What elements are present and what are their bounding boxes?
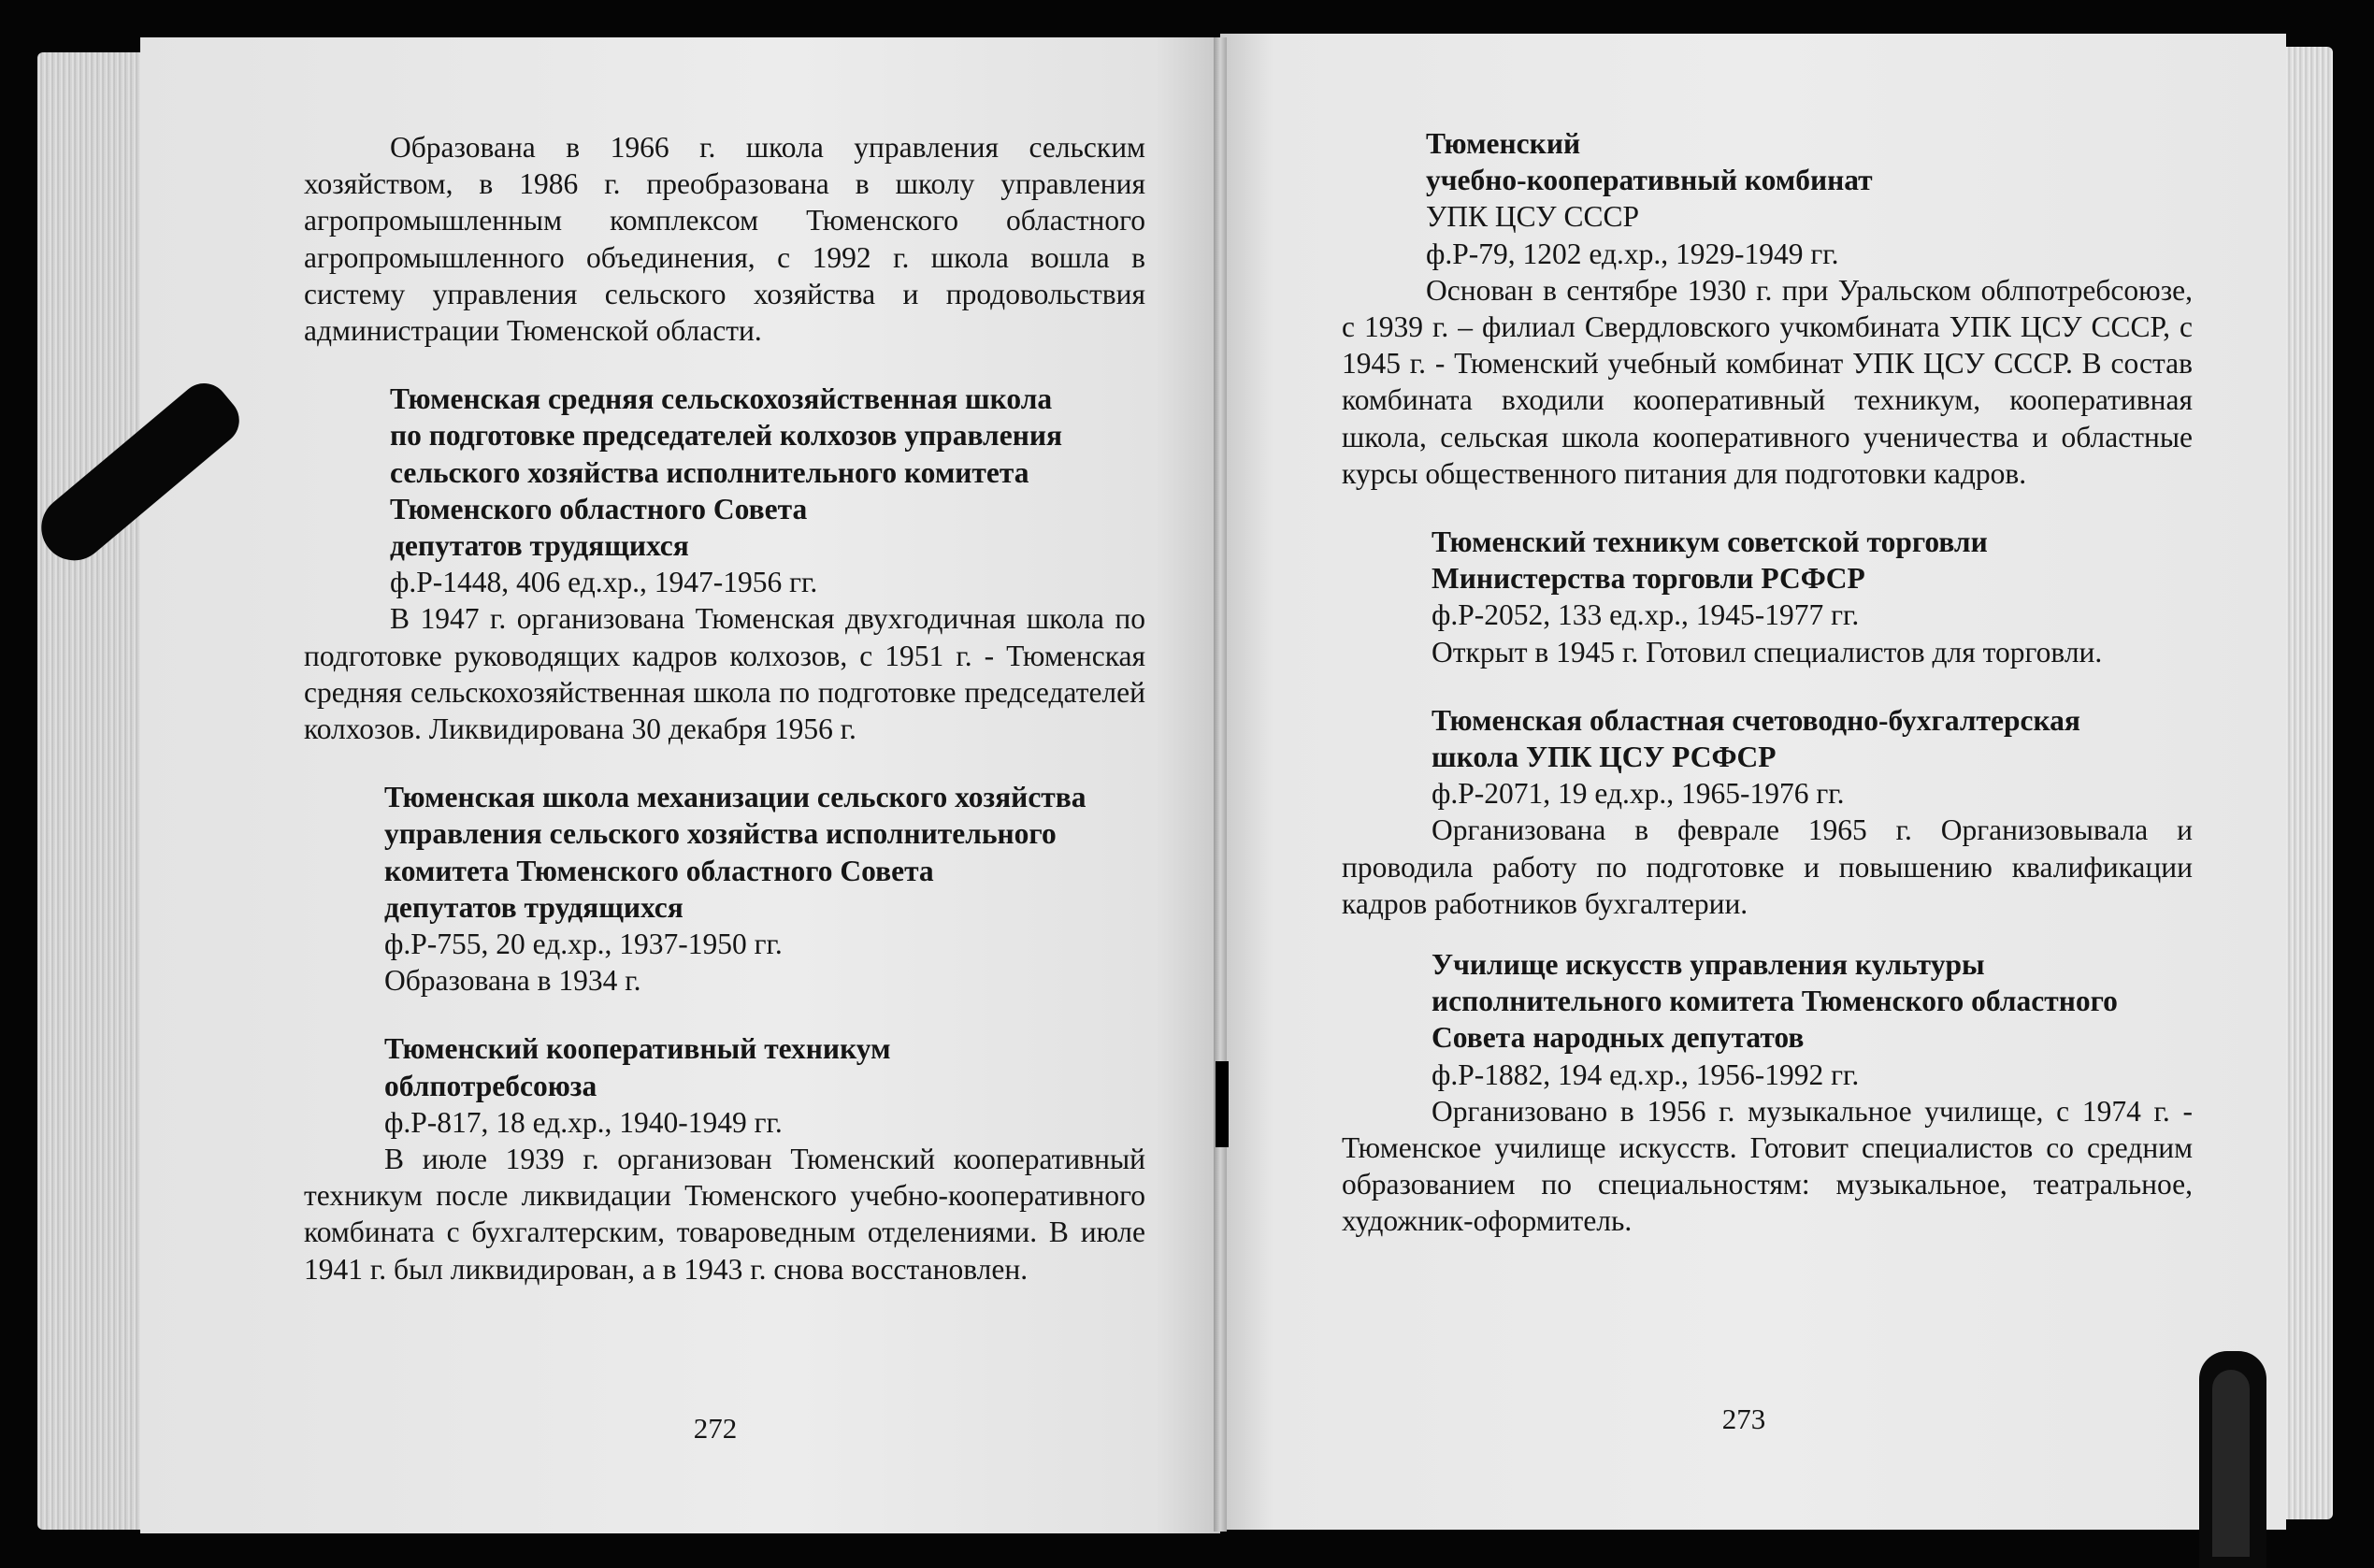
entry-heading-line: Тюменская средняя сельскохозяйственная школа [390,382,1053,416]
entry-heading-line: Тюменский [1426,127,1581,160]
entry-mechanization-school [304,779,1145,999]
entry-heading-line: сельского хозяйства исполнительного комитета [390,455,1029,489]
entry-agricultural-school [304,381,1145,747]
fund-reference: ф.Р-755, 20 ед.хр., 1937-1950 гг. [384,928,783,961]
entry-heading-line: школа УПК ЦСУ РСФСР [1432,741,1777,774]
entry-heading-line: учебно-кооперативный комбинат [1426,164,1873,197]
fund-reference: ф.Р-2071, 19 ед.хр., 1965-1976 гг. [1432,777,1845,811]
entry-description: Образована в 1934 г. [384,964,641,998]
entry-description: В 1947 г. организована Тюменская двухгодичная школа по подготовке руководящих кадров колхозов, с 1951 г. - Тюменская средняя сельскохозяйственная школа по подготовке председателей колхозов. Ликвидирована 30 декабря 1956 г. [304,602,1145,746]
fund-reference: ф.Р-1882, 194 ед.хр., 1956-1992 гг. [1432,1057,1860,1091]
entry-description: Основан в сентябре 1930 г. при Уральском облпотребсоюзе, с 1939 г. – филиал Свердловского учкомбината УПК ЦСУ СССР, с 1945 г. - Тюменский учебный комбинат УПК ЦСУ СССР. В состав комбината входили кооперативный техникум, кооперативная школа, сельская школа кооперативного ученичества и областные курсы общественного питания для подготовки кадров. [1342,273,2193,490]
entry-heading-line: Тюменского областного Совета [390,492,808,525]
entry-arts-college [1342,946,2193,1240]
entry-heading-line: комитета Тюменского областного Совета [384,854,934,887]
entry-heading-line: управления сельского хозяйства исполнительного [384,817,1057,851]
fund-reference: ф.Р-2052, 133 ед.хр., 1945-1977 гг. [1432,598,1860,632]
entry-heading-line: исполнительного комитета Тюменского областного [1432,985,2118,1018]
entry-educational-cooperative-combine [1342,125,2193,492]
entry-heading-line: Министерства торговли РСФСР [1432,562,1865,596]
entry-subheading: УПК ЦСУ СССР [1426,200,1640,234]
entry-cooperative-technical-school [304,1030,1145,1287]
entry-description: Организована в феврале 1965 г. Организовывала и проводила работу по подготовке и повышению квалификации кадров работников бухгалтерии. [1342,813,2193,920]
entry-description: Открыт в 1945 г. Готовил специалистов для торговли. [1432,635,2103,669]
spine-shadow [1216,1061,1229,1147]
entry-heading-line: депутатов трудящихся [384,890,683,924]
entry-heading-line: Тюменский кооперативный техникум [384,1032,891,1066]
entry-heading-line: Тюменский техникум советской торговли [1432,525,1988,559]
entry-heading-line: депутатов трудящихся [390,529,689,563]
book-spine [1214,37,1227,1532]
left-page-number: 272 [693,1412,738,1445]
entry-heading-line: Училище искусств управления культуры [1432,948,1985,982]
entry-heading-line: Тюменская школа механизации сельского хозяйства [384,781,1086,814]
entry-heading-line: Тюменская областная счетоводно-бухгалтерская [1432,703,2080,737]
right-page-text [1342,125,2193,1240]
fund-reference: ф.Р-79, 1202 ед.хр., 1929-1949 гг. [1426,237,1839,270]
entry-heading-line: Совета народных депутатов [1432,1021,1805,1055]
right-bookmark-ribbon [2199,1351,2266,1568]
intro-paragraph: Образована в 1966 г. школа управления сельским хозяйством, в 1986 г. преобразована в школу управления агропромышленным комплексом Тюменского областного агропромышленного объединения, с 1992 г. школа вошла в систему управления сельского хозяйства и продовольствия администрации Тюменской области. [304,131,1145,348]
entry-description: Организовано в 1956 г. музыкальное училище, с 1974 г. - Тюменское училище искусств. Готовит специалистов со средним образованием по специальностям: музыкальное, театральное, художник-оформитель. [1342,1094,2193,1238]
entry-soviet-trade-technical-school [1342,524,2193,670]
entry-heading-line: по подготовке председателей колхозов управления [390,419,1063,453]
fund-reference: ф.Р-1448, 406 ед.хр., 1947-1956 гг. [390,566,818,599]
left-page-text [304,129,1145,1287]
entry-heading-line: облпотребсоюза [384,1069,597,1102]
entry-description: В июле 1939 г. организован Тюменский кооперативный техникум после ликвидации Тюменского учебно-кооперативного комбината с бухгалтерским, товароведным отделениями. В июле 1941 г. был ликвидирован, а в 1943 г. снова восстановлен. [304,1143,1145,1286]
right-page-number: 273 [1721,1403,1766,1435]
entry-accounting-school [1342,702,2193,922]
fund-reference: ф.Р-817, 18 ед.хр., 1940-1949 гг. [384,1105,783,1139]
